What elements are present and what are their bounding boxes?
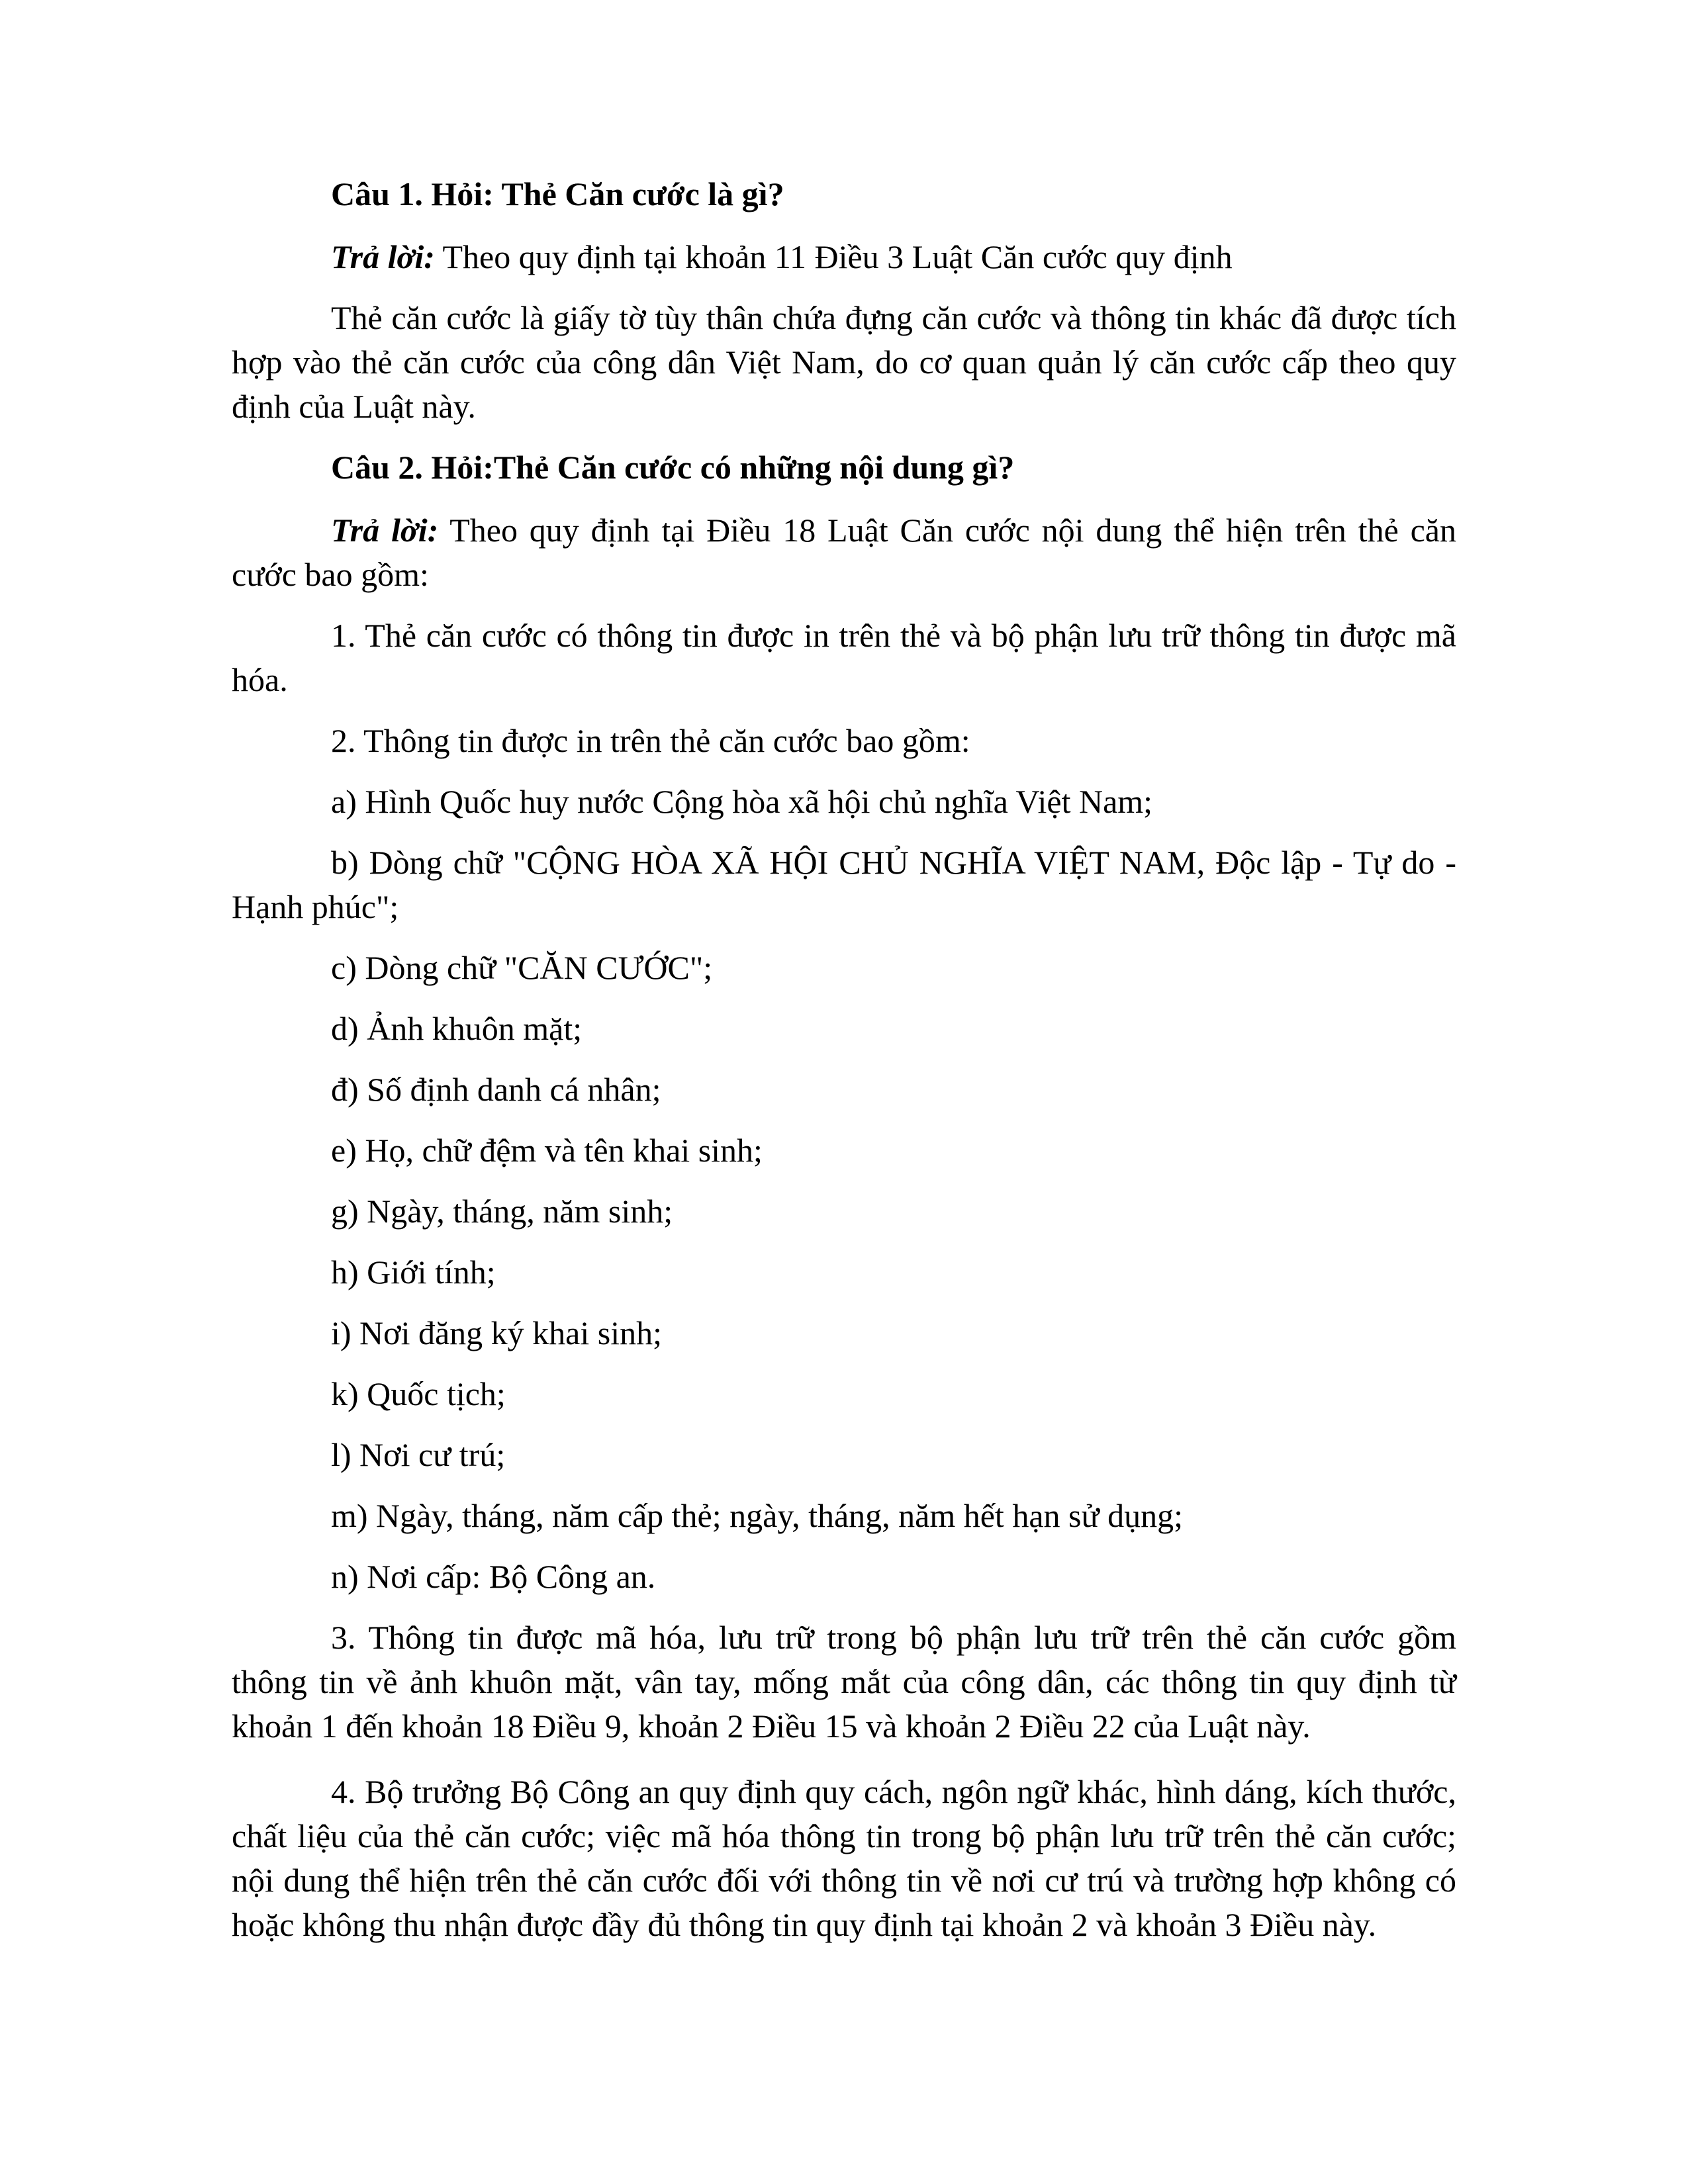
question-1-answer	[232, 235, 1456, 279]
question-1-definition: Thẻ căn cước là giấy tờ tùy thân chứa đựng căn cước và thông tin khác đã được tích hợp vào thẻ căn cước của công dân Việt Nam, do cơ quan quản lý căn cước cấp theo quy định của Luật này.	[232, 299, 1456, 425]
question-2-title: Câu 2. Hỏi:Thẻ Căn cước có những nội dung gì?	[331, 449, 1015, 486]
question-2-answer	[232, 508, 1456, 597]
list-item: đ) Số định danh cá nhân;	[331, 1071, 661, 1108]
list-item: l) Nơi cư trú;	[331, 1436, 506, 1473]
list-item: i) Nơi đăng ký khai sinh;	[331, 1314, 662, 1351]
question-1-title: Câu 1. Hỏi: Thẻ Căn cước là gì?	[331, 175, 784, 212]
answer-label: Trả lời:	[331, 238, 435, 275]
list-item: c) Dòng chữ "CĂN CƯỚC";	[331, 949, 713, 986]
list-item: h) Giới tính;	[331, 1253, 496, 1291]
list-item: n) Nơi cấp: Bộ Công an.	[331, 1558, 656, 1595]
clause-1: 1. Thẻ căn cước có thông tin được in trên thẻ và bộ phận lưu trữ thông tin được mã hóa.	[232, 617, 1456, 698]
list-item: e) Họ, chữ đệm và tên khai sinh;	[331, 1132, 763, 1169]
document-page	[232, 172, 1456, 1964]
clause-4: 4. Bộ trưởng Bộ Công an quy định quy cách, ngôn ngữ khác, hình dáng, kích thước, chất liệu của thẻ căn cước; việc mã hóa thông tin trong bộ phận lưu trữ trên thẻ căn cước; nội dung thể hiện trên thẻ căn cước đối với thông tin về nơi cư trú và trường hợp không có hoặc không thu nhận được đầy đủ thông tin quy định tại khoản 2 và khoản 3 Điều này.	[232, 1773, 1456, 1943]
clause-3: 3. Thông tin được mã hóa, lưu trữ trong bộ phận lưu trữ trên thẻ căn cước gồm thông tin về ảnh khuôn mặt, vân tay, mống mắt của công dân, các thông tin quy định từ khoản 1 đến khoản 18 Điều 9, khoản 2 Điều 15 và khoản 2 Điều 22 của Luật này.	[232, 1619, 1456, 1745]
list-item: k) Quốc tịch;	[331, 1375, 506, 1412]
list-item: a) Hình Quốc huy nước Cộng hòa xã hội chủ nghĩa Việt Nam;	[331, 783, 1153, 820]
list-item: d) Ảnh khuôn mặt;	[331, 1010, 583, 1047]
clause-2: 2. Thông tin được in trên thẻ căn cước bao gồm:	[331, 722, 970, 759]
list-item: b) Dòng chữ "CỘNG HÒA XÃ HỘI CHỦ NGHĨA VIỆT NAM, Độc lập - Tự do - Hạnh phúc";	[232, 844, 1456, 925]
answer-label: Trả lời:	[331, 512, 439, 549]
answer-text: Theo quy định tại khoản 11 Điều 3 Luật Căn cước quy định	[434, 238, 1233, 275]
answer-text: Theo quy định tại Điều 18 Luật Căn cước nội dung thể hiện trên thẻ căn cước bao gồm:	[232, 512, 1456, 593]
list-item: m) Ngày, tháng, năm cấp thẻ; ngày, tháng, năm hết hạn sử dụng;	[331, 1497, 1183, 1534]
printed-info-list	[232, 780, 1456, 1599]
list-item: g) Ngày, tháng, năm sinh;	[331, 1193, 673, 1230]
